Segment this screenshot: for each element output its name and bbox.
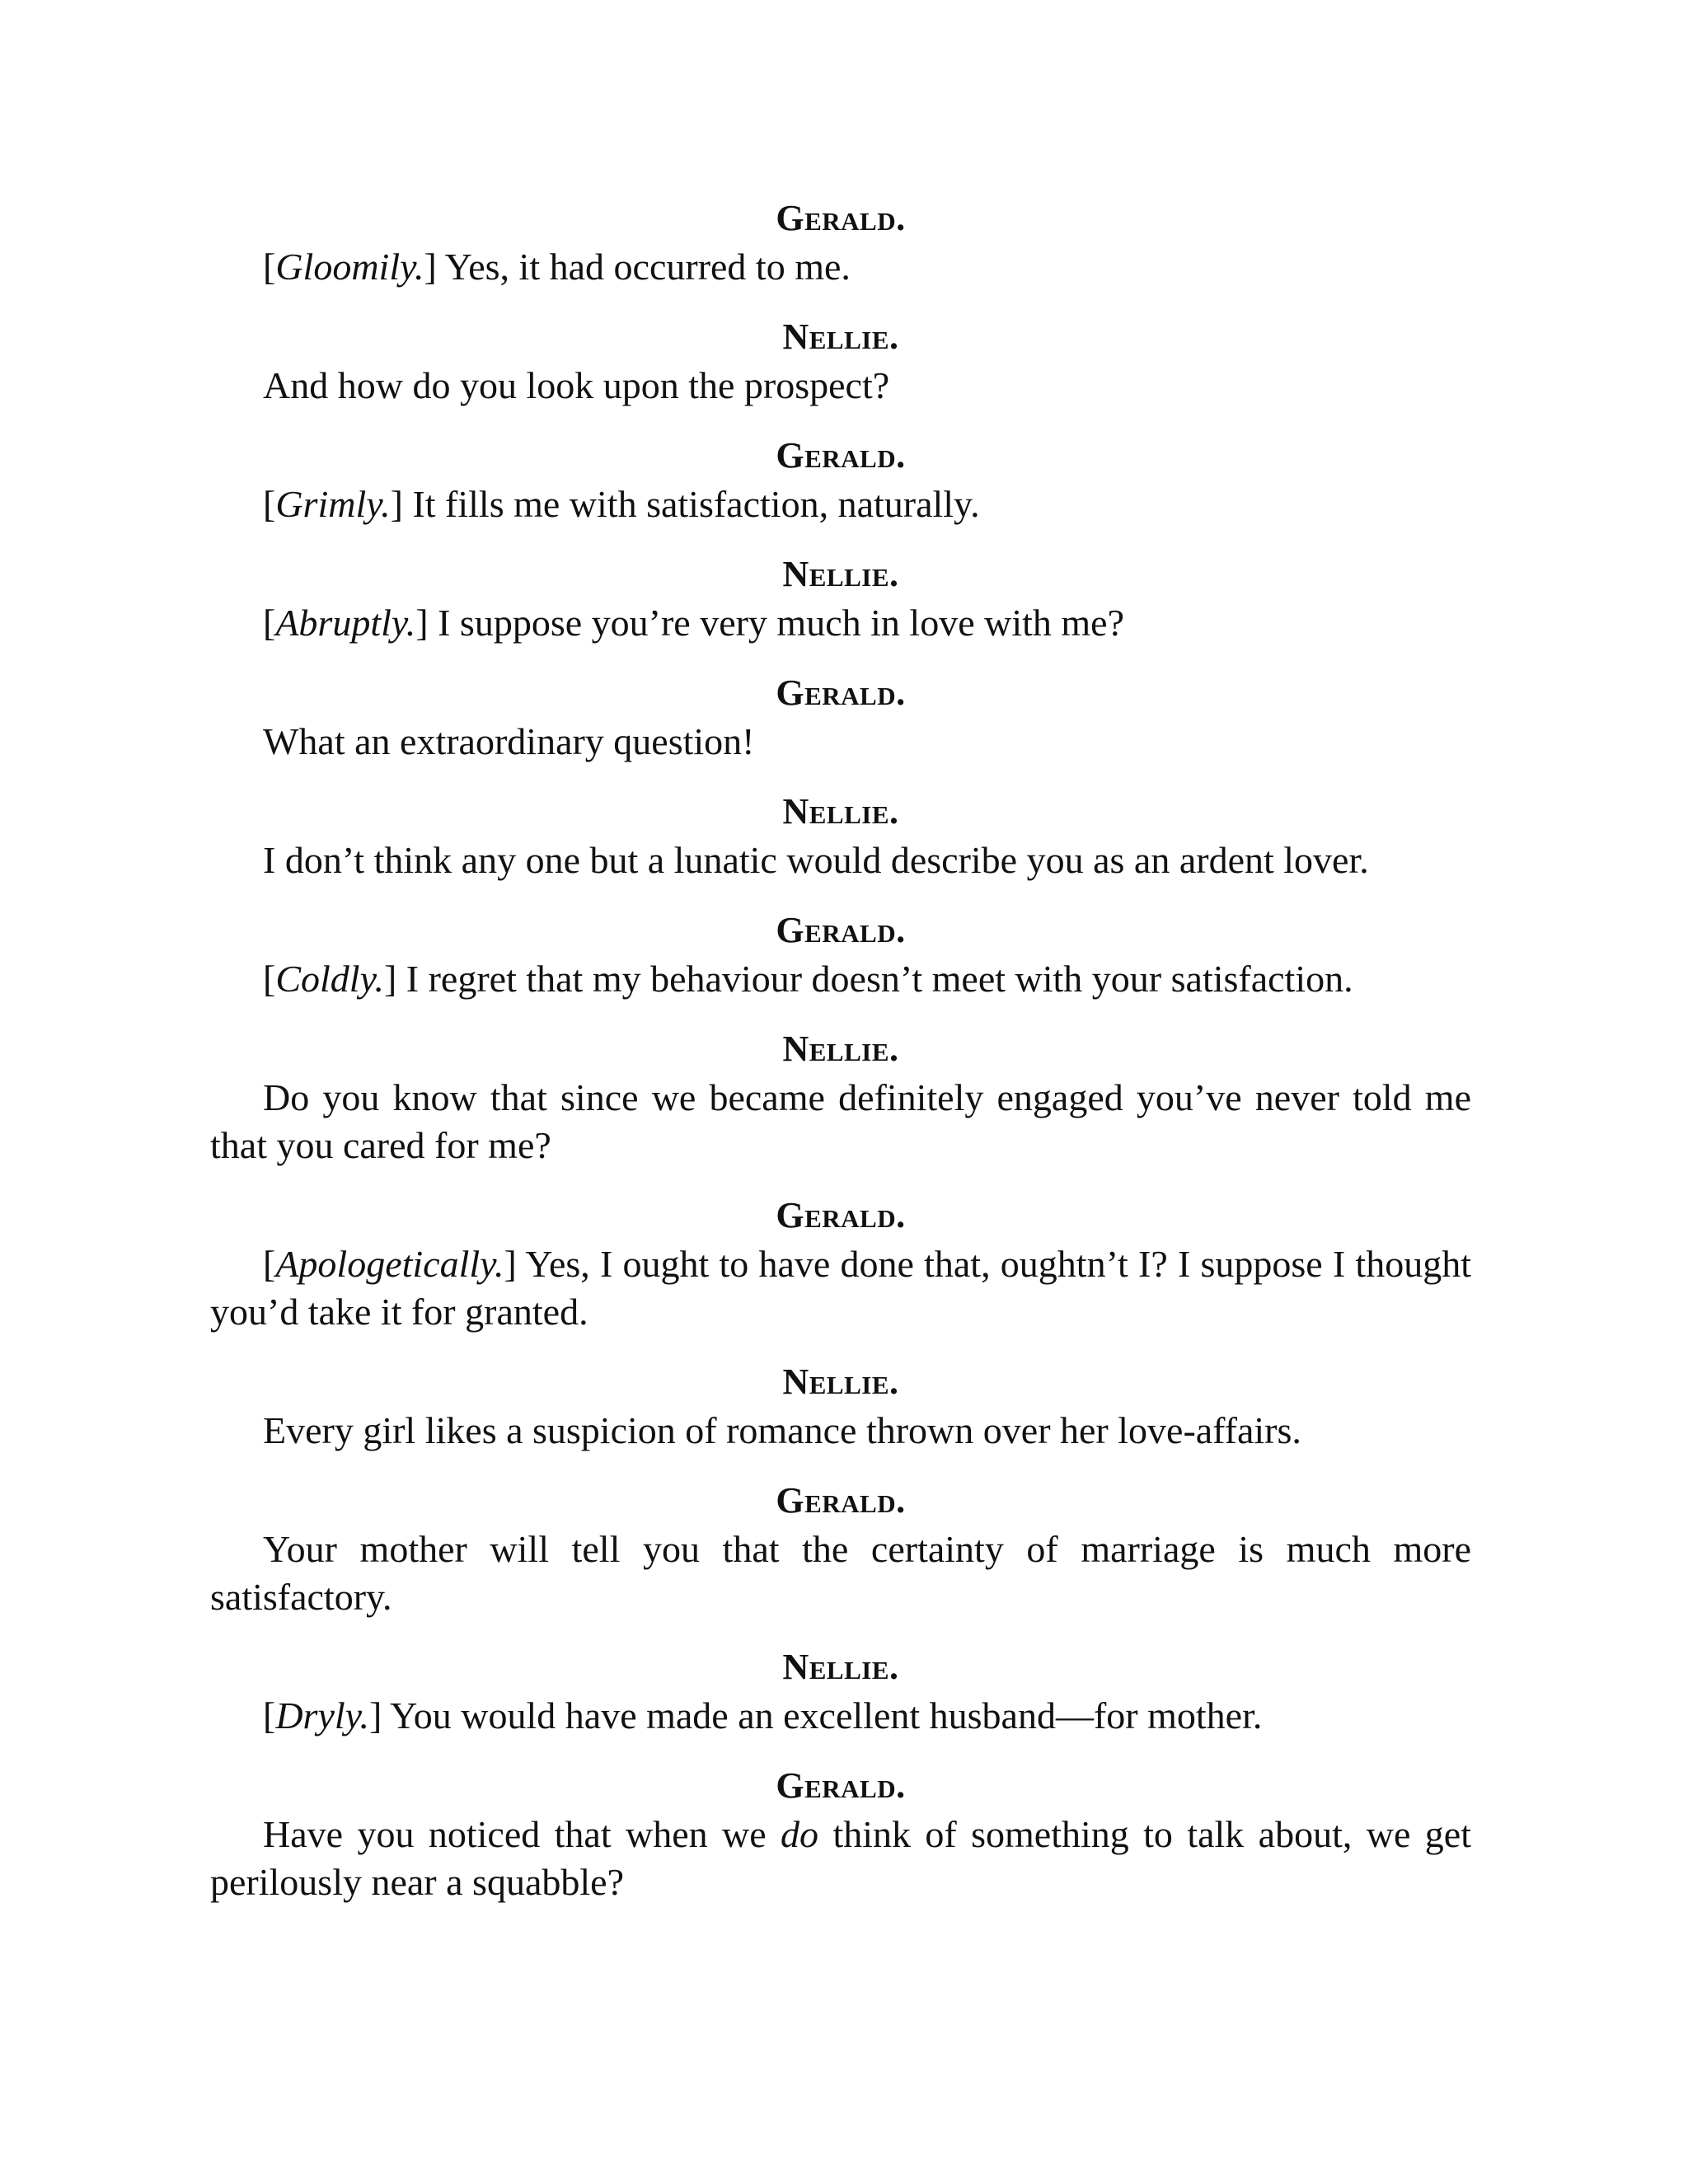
speaker-name: Nellie. (782, 1647, 899, 1687)
dialogue-line: [Gloomily.] Yes, it had occurred to me. (263, 246, 851, 288)
dialogue-line (210, 718, 1471, 766)
dialogue-line: [Coldly.] I regret that my behaviour doesn’t meet with your satisfaction. (263, 958, 1353, 1000)
dialogue-text: Yes, I ought to have done that, oughtn’t I? I suppose I thought you’d take it for granted. (210, 1243, 1471, 1333)
speaker-name: Gerald. (776, 198, 906, 238)
dialogue-text: Do you know that since we became definitely engaged you’ve never told me that you cared for me? (210, 1076, 1471, 1166)
stage-direction: Coldly. (275, 958, 384, 1000)
dialogue-line (210, 1811, 1471, 1906)
speaker-name: Nellie. (782, 791, 899, 832)
dialogue-line (210, 837, 1471, 884)
dialogue-text: I suppose you’re very much in love with me? (438, 602, 1125, 644)
dialogue-text: And how do you look upon the prospect? (263, 364, 890, 406)
speaker-name: Gerald. (776, 1195, 906, 1235)
speaker-name: Gerald. (776, 673, 906, 713)
dialogue-text: Have you noticed that when we (263, 1813, 767, 1855)
dialogue-line (210, 362, 1471, 410)
speaker-name: Nellie. (782, 1029, 899, 1069)
dialogue-line (210, 1526, 1471, 1621)
dialogue-text: I regret that my behaviour doesn’t meet with your satisfaction. (406, 958, 1353, 1000)
play-page (210, 194, 1471, 1928)
dialogue-line: [Abruptly.] I suppose you’re very much in love with me? (263, 602, 1125, 644)
speaker-name: Gerald. (776, 1480, 906, 1521)
dialogue-text: Your mother will tell you that the certainty of marriage is much more satisfactory. (210, 1528, 1471, 1618)
dialogue-text: I don’t think any one but a lunatic would describe you as an ardent lover. (263, 839, 1369, 881)
dialogue-text: What an extraordinary question! (263, 720, 755, 762)
speaker-name: Gerald. (776, 910, 906, 950)
dialogue-line (210, 1407, 1471, 1455)
speaker-name: Nellie. (782, 554, 899, 594)
dialogue-text: think of something to talk about, we get perilously near a squabble? (210, 1813, 1471, 1903)
dialogue-line: [Apologetically.] Yes, I ought to have done that, oughtn’t I? I suppose I thought you’d take it for granted. (210, 1243, 1471, 1333)
dialogue-text: It fills me with satisfaction, naturally. (412, 483, 980, 525)
stage-direction: Apologetically. (275, 1243, 504, 1285)
emphasized-word: do (781, 1813, 819, 1855)
dialogue-line (210, 1074, 1471, 1169)
speaker-name: Gerald. (776, 435, 906, 476)
dialogue-text: Every girl likes a suspicion of romance thrown over her love-affairs. (263, 1409, 1301, 1451)
speaker-name: Nellie. (782, 1361, 899, 1402)
dialogue-line: [Grimly.] It fills me with satisfaction, naturally. (263, 483, 980, 525)
stage-direction: Gloomily. (275, 246, 424, 288)
dialogue-text: Yes, it had occurred to me. (444, 246, 851, 288)
stage-direction: Dryly. (275, 1694, 370, 1736)
speaker-name: Gerald. (776, 1765, 906, 1806)
speaker-name: Nellie. (782, 316, 899, 357)
stage-direction: Grimly. (275, 483, 391, 525)
dialogue-text: You would have made an excellent husband—for mother. (390, 1694, 1263, 1736)
dialogue-line: [Dryly.] You would have made an excellent husband—for mother. (263, 1694, 1263, 1736)
stage-direction: Abruptly. (275, 602, 416, 644)
